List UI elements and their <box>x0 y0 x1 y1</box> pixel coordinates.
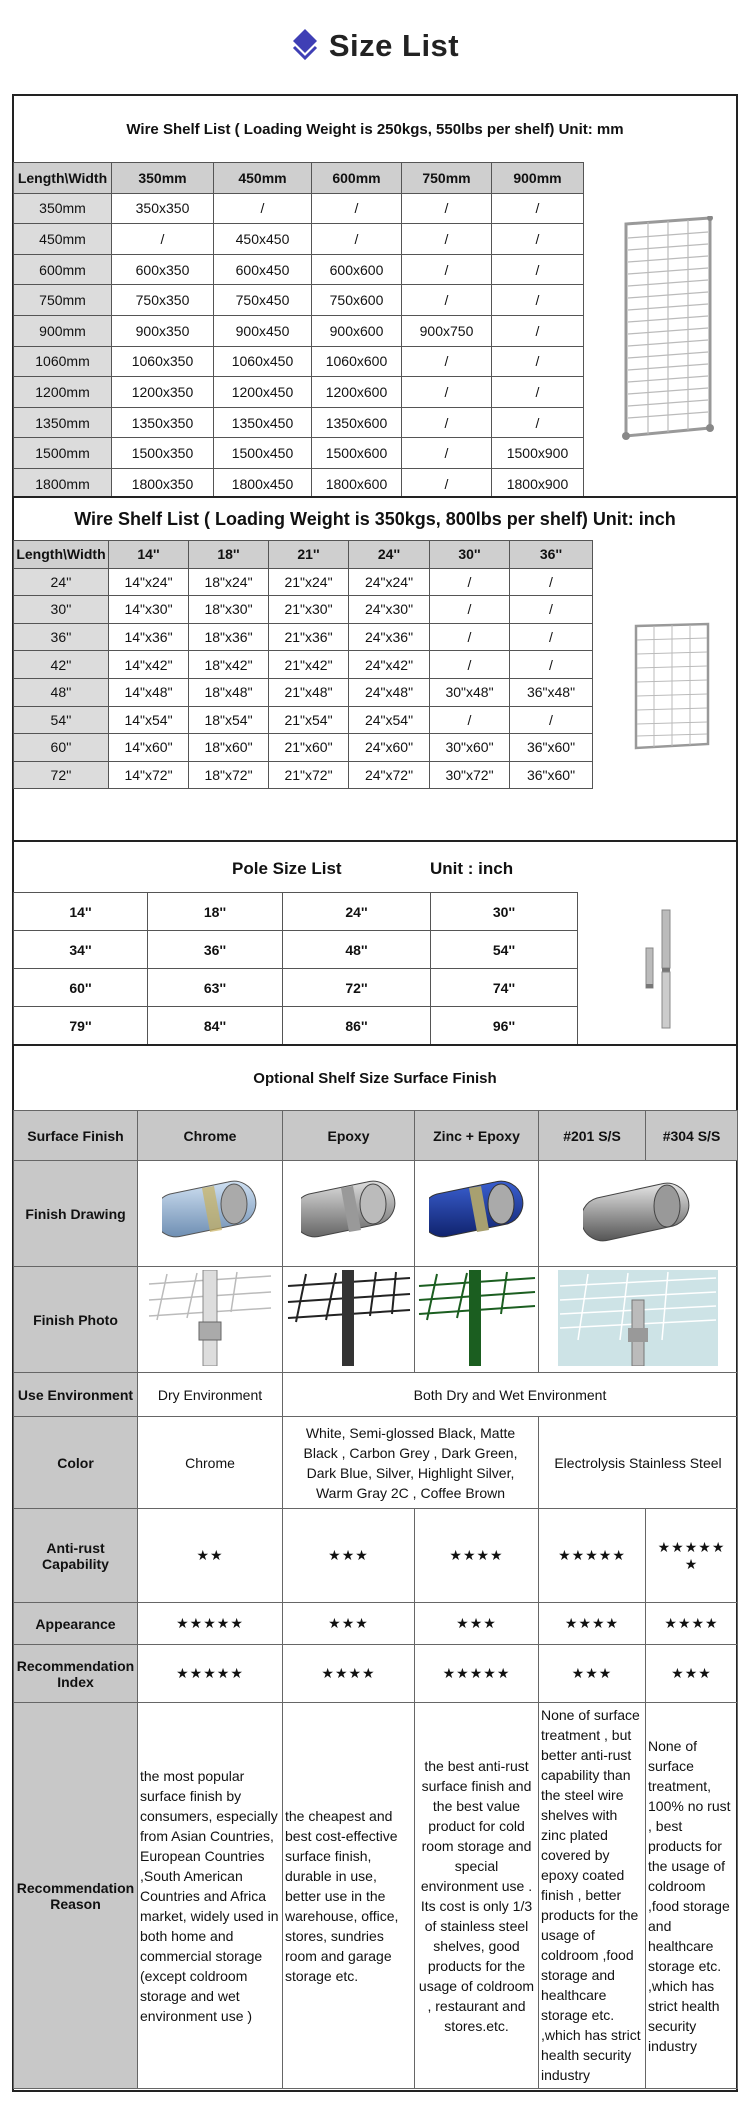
size-cell: 21"x48" <box>269 678 349 706</box>
size-cell: 350x350 <box>112 193 214 224</box>
size-cell: 1200x450 <box>214 377 312 408</box>
size-cell: 14"x72" <box>109 761 189 789</box>
pole-size-cell: 30'' <box>431 893 578 931</box>
table-row <box>14 893 578 931</box>
use-environment-row <box>14 1373 738 1417</box>
env-others: Both Dry and Wet Environment <box>283 1373 738 1417</box>
size-cell: / <box>492 193 584 224</box>
chrome-photo <box>138 1267 283 1373</box>
inch-title: Wire Shelf List ( Loading Weight is 350kgs, 800lbs per shelf) Unit: inch <box>74 508 676 529</box>
size-cell: 750x600 <box>312 285 402 316</box>
size-cell: 21"x36" <box>269 623 349 651</box>
size-cell: 21"x54" <box>269 706 349 734</box>
size-cell: / <box>312 193 402 224</box>
size-cell: 1500x450 <box>214 438 312 469</box>
header-row <box>14 163 584 194</box>
chrome-drawing-icon <box>138 1161 283 1267</box>
appearance-304ss: ★★★★ <box>646 1603 738 1645</box>
size-cell: 18"x54" <box>189 706 269 734</box>
color-stainless: Electrolysis Stainless Steel <box>539 1417 738 1509</box>
row-header: 42'' <box>14 651 109 679</box>
table-row <box>14 346 584 377</box>
env-chrome: Dry Environment <box>138 1373 283 1417</box>
column-header: 900mm <box>492 163 584 194</box>
antirust-zinc-epoxy: ★★★★ <box>415 1509 539 1603</box>
row-header: 350mm <box>14 193 112 224</box>
appearance-201ss: ★★★★ <box>539 1603 646 1645</box>
size-cell: 750x350 <box>112 285 214 316</box>
size-cell: 24"x60" <box>349 734 430 762</box>
size-cell: 21"x60" <box>269 734 349 762</box>
size-cell: 1060x350 <box>112 346 214 377</box>
size-cell: / <box>492 224 584 255</box>
pole-size-cell: 63'' <box>148 969 283 1007</box>
pole-size-cell: 96'' <box>431 1007 578 1045</box>
inch-size-table <box>13 540 593 789</box>
table-row <box>14 678 593 706</box>
color-label: Color <box>14 1417 138 1509</box>
row-header: 1060mm <box>14 346 112 377</box>
size-cell: / <box>492 407 584 438</box>
table-row <box>14 761 593 789</box>
size-cell: 14"x60" <box>109 734 189 762</box>
index-zinc-epoxy: ★★★★★ <box>415 1645 539 1703</box>
surface-finish-label: Surface Finish <box>14 1111 138 1161</box>
size-cell: 600x450 <box>214 254 312 285</box>
pole-size-cell: 60'' <box>14 969 148 1007</box>
size-cell: / <box>492 315 584 346</box>
size-cell: / <box>430 596 510 624</box>
size-cell: / <box>492 254 584 285</box>
size-cell: 36"x60" <box>510 761 593 789</box>
table-row <box>14 596 593 624</box>
size-cell: 18"x60" <box>189 734 269 762</box>
head-201ss: #201 S/S <box>539 1111 646 1161</box>
size-cell: 21"x30" <box>269 596 349 624</box>
size-cell: / <box>430 623 510 651</box>
stainless-photo <box>539 1267 738 1373</box>
size-cell: / <box>430 568 510 596</box>
size-cell: / <box>510 596 593 624</box>
pole-size-cell: 14'' <box>14 893 148 931</box>
column-header: 750mm <box>402 163 492 194</box>
column-header: 18'' <box>189 541 269 569</box>
column-header: 600mm <box>312 163 402 194</box>
diamond-logo-icon <box>291 27 319 65</box>
size-cell: 18"x72" <box>189 761 269 789</box>
header-row <box>14 541 593 569</box>
size-cell: / <box>402 438 492 469</box>
reason-304ss: None of surface treatment, 100% no rust , best products for the usage of coldroom ,food storage and healthcare storage etc. ,which has strict health security industry <box>646 1703 738 2089</box>
size-cell: / <box>402 193 492 224</box>
row-header: 450mm <box>14 224 112 255</box>
use-environment-label: Use Environment <box>14 1373 138 1417</box>
pole-image <box>642 908 692 1037</box>
color-epoxy: White, Semi-glossed Black, Matte Black , Carbon Grey , Dark Green, Dark Blue, Silver, Highlight Silver, Warm Gray 2C , Coffee Brown <box>283 1417 539 1509</box>
zinc-epoxy-drawing-icon <box>415 1161 539 1267</box>
table-row <box>14 193 584 224</box>
size-cell: 1200x600 <box>312 377 402 408</box>
head-zinc-epoxy: Zinc + Epoxy <box>415 1111 539 1161</box>
row-header: 750mm <box>14 285 112 316</box>
size-cell: 1060x450 <box>214 346 312 377</box>
size-cell: / <box>214 193 312 224</box>
index-chrome: ★★★★★ <box>138 1645 283 1703</box>
pole-size-cell: 36'' <box>148 931 283 969</box>
size-cell: / <box>402 285 492 316</box>
recommendation-index-row <box>14 1645 738 1703</box>
size-cell: / <box>430 706 510 734</box>
size-cell: 18"x30" <box>189 596 269 624</box>
size-cell: 24"x36" <box>349 623 430 651</box>
size-cell: 600x350 <box>112 254 214 285</box>
column-header: 450mm <box>214 163 312 194</box>
size-cell: 1500x600 <box>312 438 402 469</box>
row-header: 600mm <box>14 254 112 285</box>
size-cell: / <box>430 651 510 679</box>
finish-head-row <box>14 1111 738 1161</box>
size-cell: / <box>510 623 593 651</box>
table-row <box>14 224 584 255</box>
table-row <box>14 706 593 734</box>
size-cell: / <box>402 224 492 255</box>
page-header <box>0 0 750 92</box>
row-header: 1350mm <box>14 407 112 438</box>
size-cell: 1350x450 <box>214 407 312 438</box>
finish-drawing-row <box>14 1161 738 1267</box>
size-cell: / <box>402 254 492 285</box>
wire-shelf-image <box>618 216 718 447</box>
pole-size-cell: 72'' <box>283 969 431 1007</box>
pole-size-cell: 48'' <box>283 931 431 969</box>
size-cell: / <box>402 377 492 408</box>
size-cell: / <box>492 377 584 408</box>
size-cell: / <box>402 346 492 377</box>
pole-size-cell: 84'' <box>148 1007 283 1045</box>
size-cell: 18"x36" <box>189 623 269 651</box>
table-row <box>14 623 593 651</box>
size-cell: 900x350 <box>112 315 214 346</box>
size-cell: 1060x600 <box>312 346 402 377</box>
table-row <box>14 1007 578 1045</box>
column-header: 350mm <box>112 163 214 194</box>
size-cell: 1800x900 <box>492 468 584 499</box>
size-cell: 24"x54" <box>349 706 430 734</box>
size-cell: / <box>510 568 593 596</box>
antirust-label: Anti-rust Capability <box>14 1509 138 1603</box>
size-cell: 900x600 <box>312 315 402 346</box>
metric-section <box>12 94 738 498</box>
reason-zinc-epoxy: the best anti-rust surface finish and the best value product for cold room storage and special environment use . Its cost is only 1/3 of stainless steel shelves, good products for the usage of coldroom , restaurant and stores.etc. <box>415 1703 539 2089</box>
table-row <box>14 969 578 1007</box>
epoxy-photo <box>283 1267 415 1373</box>
size-cell: 900x450 <box>214 315 312 346</box>
antirust-chrome: ★★ <box>138 1509 283 1603</box>
column-header: 36'' <box>510 541 593 569</box>
recommendation-index-label: Recommendation Index <box>14 1645 138 1703</box>
zinc-epoxy-photo <box>415 1267 539 1373</box>
row-header: 54'' <box>14 706 109 734</box>
size-cell: 1500x350 <box>112 438 214 469</box>
size-cell: 18"x42" <box>189 651 269 679</box>
size-cell: 24"x24" <box>349 568 430 596</box>
row-header: 30'' <box>14 596 109 624</box>
size-cell: 600x600 <box>312 254 402 285</box>
size-cell: 24"x72" <box>349 761 430 789</box>
size-cell: 21"x72" <box>269 761 349 789</box>
size-cell: 750x450 <box>214 285 312 316</box>
metric-title: Wire Shelf List ( Loading Weight is 250kgs, 550lbs per shelf) Unit: mm <box>126 120 624 138</box>
finish-photo-row <box>14 1267 738 1373</box>
reason-chrome: the most popular surface finish by consumers, especially from Asian Countries, European Countries ,South American Countries and Africa market, widely used in both home and commercial storage (except coldroom storage and wet environment use ) <box>138 1703 283 2089</box>
row-header: 1500mm <box>14 438 112 469</box>
antirust-201ss: ★★★★★ <box>539 1509 646 1603</box>
size-cell: / <box>112 224 214 255</box>
pole-size-cell: 18'' <box>148 893 283 931</box>
finish-table <box>13 1110 738 2089</box>
antirust-row <box>14 1509 738 1603</box>
recommendation-reason-label: Recommendation Reason <box>14 1703 138 2089</box>
size-cell: 1800x450 <box>214 468 312 499</box>
size-cell: 24"x30" <box>349 596 430 624</box>
pole-unit: Unit : inch <box>430 859 514 878</box>
pole-size-table <box>13 892 578 1045</box>
appearance-epoxy: ★★★ <box>283 1603 415 1645</box>
size-cell: 14"x42" <box>109 651 189 679</box>
size-cell: / <box>510 706 593 734</box>
appearance-row <box>14 1603 738 1645</box>
finish-drawing-label: Finish Drawing <box>14 1161 138 1267</box>
reason-201ss: None of surface treatment , but better anti-rust capability than the steel wire shelves with zinc plated covered by epoxy coated finish , better products for the usage of coldroom ,food storage and healthcare storage etc. ,which has strict health security industry <box>539 1703 646 2089</box>
size-cell: / <box>492 346 584 377</box>
pole-size-cell: 86'' <box>283 1007 431 1045</box>
table-row <box>14 438 584 469</box>
pole-size-cell: 54'' <box>431 931 578 969</box>
finish-photo-label: Finish Photo <box>14 1267 138 1373</box>
size-cell: 14"x48" <box>109 678 189 706</box>
size-cell: 14"x36" <box>109 623 189 651</box>
size-cell: 14"x24" <box>109 568 189 596</box>
size-cell: 21"x24" <box>269 568 349 596</box>
row-header: 72'' <box>14 761 109 789</box>
pole-size-cell: 34'' <box>14 931 148 969</box>
index-304ss: ★★★ <box>646 1645 738 1703</box>
row-header: 900mm <box>14 315 112 346</box>
metric-size-table <box>13 162 584 500</box>
row-header: 36'' <box>14 623 109 651</box>
table-row <box>14 377 584 408</box>
finish-title: Optional Shelf Size Surface Finish <box>253 1069 497 1087</box>
size-cell: 18"x24" <box>189 568 269 596</box>
wire-shelf-inch-image <box>632 622 712 757</box>
size-cell: 18"x48" <box>189 678 269 706</box>
color-row <box>14 1417 738 1509</box>
pole-title: Pole Size List <box>232 859 342 878</box>
size-cell: 14"x54" <box>109 706 189 734</box>
column-header: 30'' <box>430 541 510 569</box>
column-header: 21'' <box>269 541 349 569</box>
epoxy-drawing-icon <box>283 1161 415 1267</box>
size-cell: 36"x48" <box>510 678 593 706</box>
head-304ss: #304 S/S <box>646 1111 738 1161</box>
antirust-304ss: ★★★★★★ <box>646 1509 738 1603</box>
column-header: 14'' <box>109 541 189 569</box>
head-epoxy: Epoxy <box>283 1111 415 1161</box>
appearance-chrome: ★★★★★ <box>138 1603 283 1645</box>
size-cell: 1200x350 <box>112 377 214 408</box>
size-cell: 1350x600 <box>312 407 402 438</box>
table-row <box>14 315 584 346</box>
size-cell: / <box>492 285 584 316</box>
size-cell: 1350x350 <box>112 407 214 438</box>
row-header: 1800mm <box>14 468 112 499</box>
size-cell: 30"x48" <box>430 678 510 706</box>
size-cell: 1800x600 <box>312 468 402 499</box>
antirust-epoxy: ★★★ <box>283 1509 415 1603</box>
table-row <box>14 568 593 596</box>
size-cell: 1500x900 <box>492 438 584 469</box>
index-epoxy: ★★★★ <box>283 1645 415 1703</box>
table-row <box>14 931 578 969</box>
table-row <box>14 407 584 438</box>
finish-section <box>12 1044 738 2092</box>
size-cell: / <box>510 651 593 679</box>
appearance-zinc-epoxy: ★★★ <box>415 1603 539 1645</box>
row-header: 1200mm <box>14 377 112 408</box>
row-header: 48'' <box>14 678 109 706</box>
head-chrome: Chrome <box>138 1111 283 1161</box>
stainless-drawing-icon <box>539 1161 738 1267</box>
table-row <box>14 734 593 762</box>
size-cell: / <box>402 407 492 438</box>
table-row <box>14 468 584 499</box>
size-cell: 1800x350 <box>112 468 214 499</box>
pole-size-cell: 74'' <box>431 969 578 1007</box>
index-201ss: ★★★ <box>539 1645 646 1703</box>
row-header: 24'' <box>14 568 109 596</box>
inch-section <box>12 496 738 842</box>
size-cell: 30"x72" <box>430 761 510 789</box>
size-cell: 900x750 <box>402 315 492 346</box>
size-cell: 14"x30" <box>109 596 189 624</box>
pole-title-row <box>14 842 736 892</box>
size-cell: / <box>402 468 492 499</box>
color-chrome: Chrome <box>138 1417 283 1509</box>
size-cell: 36"x60" <box>510 734 593 762</box>
row-header: 60'' <box>14 734 109 762</box>
pole-section <box>12 840 738 1046</box>
recommendation-reason-row <box>14 1703 738 2089</box>
pole-size-cell: 79'' <box>14 1007 148 1045</box>
reason-epoxy: the cheapest and best cost-effective surface finish, durable in use, better use in the warehouse, office, stores, sundries room and garage storage etc. <box>283 1703 415 2089</box>
table-row <box>14 651 593 679</box>
size-cell: 21"x42" <box>269 651 349 679</box>
size-cell: / <box>312 224 402 255</box>
corner-header: Length\Width <box>14 541 109 569</box>
size-cell: 450x450 <box>214 224 312 255</box>
appearance-label: Appearance <box>14 1603 138 1645</box>
page-title: Size List <box>328 28 460 63</box>
corner-header: Length\Width <box>14 163 112 194</box>
pole-size-cell: 24'' <box>283 893 431 931</box>
size-cell: 30"x60" <box>430 734 510 762</box>
table-row <box>14 285 584 316</box>
size-cell: 24"x42" <box>349 651 430 679</box>
size-cell: 24"x48" <box>349 678 430 706</box>
table-row <box>14 254 584 285</box>
column-header: 24'' <box>349 541 430 569</box>
